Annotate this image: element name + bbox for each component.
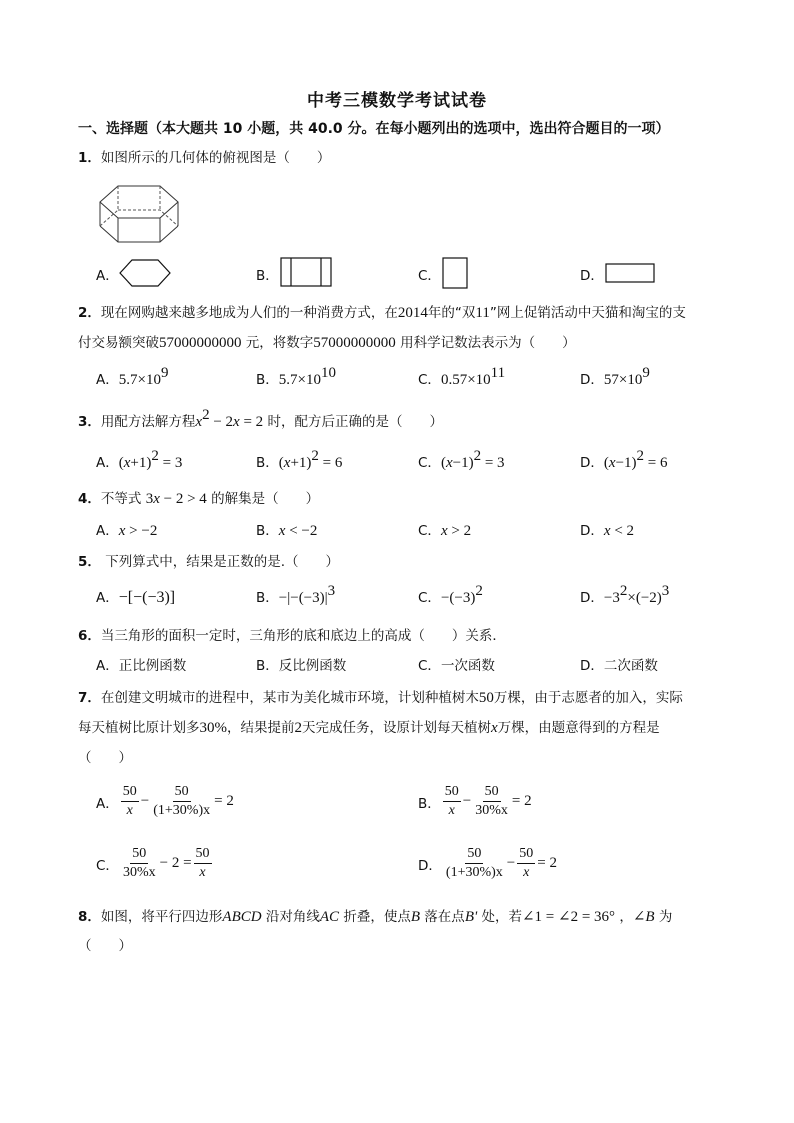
question-number: 1． xyxy=(78,150,101,166)
option-expr: ( xyxy=(278,455,284,471)
event-number: 11 xyxy=(475,305,490,321)
exponent: 2 xyxy=(151,448,159,464)
option-label: B． xyxy=(256,658,279,674)
option-expr: −[−(−3)] xyxy=(118,589,176,606)
exponent: 9 xyxy=(642,365,650,381)
option-expr: = 2 xyxy=(511,793,532,809)
denominator: x xyxy=(199,865,206,880)
option-text: 一次函数 xyxy=(440,658,495,674)
option-d[interactable] xyxy=(580,654,658,674)
option-expr: 0.57×10 xyxy=(440,372,491,388)
question-2-line-2 xyxy=(78,331,576,352)
math-number: 2 xyxy=(294,720,302,736)
option-label: D． xyxy=(580,590,604,606)
option-b[interactable]: B．x < −2 xyxy=(256,523,318,539)
question-text: ， xyxy=(615,909,633,925)
option-label: B． xyxy=(256,455,279,471)
answer-blank: （ ） xyxy=(78,750,132,766)
option-label: C． xyxy=(418,590,441,606)
option-expr: = 3 xyxy=(481,455,505,471)
amount-value: 57000000000 xyxy=(159,335,242,351)
option-label: B． xyxy=(256,523,279,539)
hexagon-shape-icon xyxy=(118,258,174,288)
question-number: 5． xyxy=(78,554,101,570)
question-1 xyxy=(78,146,330,166)
option-expr: −1) xyxy=(615,455,637,471)
option-c[interactable] xyxy=(418,365,506,389)
option-expr: < 2 xyxy=(610,523,635,539)
option-d[interactable] xyxy=(580,264,604,284)
answer-blank: （ ） xyxy=(78,938,132,954)
option-label: A． xyxy=(96,455,119,471)
question-5 xyxy=(78,550,339,570)
option-expr: = 6 xyxy=(644,455,668,471)
denominator: x xyxy=(448,803,455,818)
option-expr: −|−(−3)| xyxy=(278,590,328,606)
math-symbol: ∠B xyxy=(632,909,655,925)
page-title: 中考三模数学考试试卷 xyxy=(307,91,487,111)
option-label: A． xyxy=(96,795,119,812)
fraction xyxy=(151,784,212,819)
option-b[interactable] xyxy=(256,654,346,674)
option-label: C． xyxy=(418,455,441,471)
option-label: D． xyxy=(580,268,604,284)
option-expr: > −2 xyxy=(125,523,158,539)
option-expr: −(−3) xyxy=(440,590,476,606)
fraction xyxy=(443,784,461,819)
option-label: B． xyxy=(256,372,279,388)
question-number: 2． xyxy=(78,305,101,321)
amount-value: 57000000000 xyxy=(313,335,396,351)
fraction xyxy=(121,784,139,819)
option-expr: ( xyxy=(603,455,609,471)
question-text: 时，配方后正确的是（ ） xyxy=(263,414,443,430)
question-number: 6． xyxy=(78,628,101,644)
denominator: (1+30%)x xyxy=(445,865,503,880)
exponent: 10 xyxy=(320,365,336,381)
exponent: 3 xyxy=(327,583,336,599)
question-text: 天完成任务，设原计划每天植树 xyxy=(302,720,491,736)
option-text: 二次函数 xyxy=(603,658,658,674)
option-label: D． xyxy=(580,658,604,674)
fraction xyxy=(517,846,535,881)
option-expr: = 6 xyxy=(318,455,343,471)
option-expr: +1) xyxy=(130,455,152,471)
variable: x xyxy=(123,455,131,471)
option-expr: −3 xyxy=(603,590,620,606)
math-symbol: B xyxy=(410,909,421,925)
denominator: x xyxy=(126,803,133,818)
exponent: 2 xyxy=(473,448,482,464)
tall-rectangle-shape-icon xyxy=(440,256,470,290)
question-8 xyxy=(78,905,672,926)
question-6 xyxy=(78,624,506,644)
question-text: 付交易额突破 xyxy=(78,335,159,351)
option-label: D． xyxy=(580,455,604,471)
option-a[interactable] xyxy=(96,586,175,607)
option-label: A． xyxy=(96,372,119,388)
option-label: C． xyxy=(418,372,441,388)
variable: x xyxy=(283,455,291,471)
exponent: 3 xyxy=(661,583,670,599)
question-text: 如图，将平行四边形 xyxy=(100,909,223,925)
option-expr: − 2 = xyxy=(159,855,192,871)
question-text: 每天植树比原计划多 xyxy=(78,720,200,736)
option-label: D． xyxy=(580,372,604,388)
question-number: 7． xyxy=(78,690,101,706)
option-label: D． xyxy=(418,857,442,874)
option-expr: −1) xyxy=(452,455,474,471)
option-d[interactable] xyxy=(580,448,668,472)
denominator: 30%x xyxy=(122,865,156,880)
question-text: 折叠，使点 xyxy=(339,909,411,925)
numerator: 50 xyxy=(483,784,501,802)
option-b[interactable]: B． $\frac{50}{x}$ − $\frac{50}{30\%x}$ = 2 xyxy=(418,784,532,818)
question-text: 现在网购越来越多地成为人们的一种消费方式，在 xyxy=(100,305,398,321)
option-expr: 5.7×10 xyxy=(278,372,321,388)
option-c[interactable] xyxy=(96,846,214,881)
numerator: 50 xyxy=(517,846,535,864)
option-d[interactable] xyxy=(580,365,650,389)
numerator: 50 xyxy=(443,784,461,802)
option-label: A． xyxy=(96,658,119,674)
numerator: 50 xyxy=(130,846,148,864)
question-text: 处，若 xyxy=(477,909,522,925)
question-text: 在创建文明城市的进程中，某市为美化城市环境，计划种植树木 xyxy=(100,690,479,706)
math-expr: − 2 > 4 xyxy=(159,491,207,507)
option-label: C． xyxy=(96,857,119,874)
math-expr: ∠1 = ∠2 = 36° xyxy=(521,909,616,925)
option-a[interactable]: A．x > −2 xyxy=(96,523,158,539)
rectangle-split-shape-icon xyxy=(278,256,336,288)
numerator: 50 xyxy=(121,784,139,802)
option-expr: = 3 xyxy=(158,455,183,471)
question-text: 沿对角线 xyxy=(261,909,320,925)
option-text: 反比例函数 xyxy=(278,658,347,674)
question-number: 8． xyxy=(78,909,101,925)
math-expr: 3 xyxy=(145,491,154,507)
option-c[interactable] xyxy=(418,264,441,284)
math-symbol: ABCD xyxy=(222,909,262,925)
math-number: 50 xyxy=(478,690,494,706)
option-a[interactable]: A． $\frac{50}{x}$ − $\frac{50}{(1+30\%)x}$ = 2 xyxy=(96,784,234,818)
question-text: 万棵，由于志愿者的加入，实际 xyxy=(493,690,683,706)
option-text: 正比例函数 xyxy=(118,658,187,674)
question-7-line-2 xyxy=(78,716,660,737)
question-text: ，结果提前 xyxy=(227,720,295,736)
option-label: A． xyxy=(96,268,119,284)
math-symbol: B' xyxy=(464,909,478,925)
option-b[interactable] xyxy=(256,448,343,472)
option-c[interactable]: C．x > 2 xyxy=(418,523,472,539)
option-expr: ×(−2) xyxy=(627,590,662,606)
option-expr: 57×10 xyxy=(603,372,643,388)
question-number: 4． xyxy=(78,491,101,507)
fraction xyxy=(444,846,505,881)
question-text: 元，将数字 xyxy=(241,335,314,351)
option-a[interactable] xyxy=(96,264,119,284)
question-text: 万棵，由题意得到的方程是 xyxy=(497,720,660,736)
option-c[interactable] xyxy=(418,448,505,472)
hexagonal-prism-figure xyxy=(94,180,194,244)
numerator: 50 xyxy=(465,846,483,864)
option-label: A． xyxy=(96,590,119,606)
option-c[interactable] xyxy=(418,654,495,674)
denominator: (1+30%)x xyxy=(153,803,211,818)
variable: x xyxy=(445,455,453,471)
question-text: 落在点 xyxy=(420,909,465,925)
fraction xyxy=(121,846,158,881)
question-number: 3． xyxy=(78,414,101,430)
math-number: 30% xyxy=(199,720,227,736)
wide-rectangle-shape-icon xyxy=(604,262,658,284)
question-text: 年的“双 xyxy=(427,305,476,321)
question-text: 下列算式中，结果是正数的是.（ ） xyxy=(100,554,339,570)
question-text: 的解集是（ ） xyxy=(206,491,320,507)
option-expr: 5.7×10 xyxy=(118,372,161,388)
exponent: 11 xyxy=(490,365,506,381)
option-expr: = 2 xyxy=(214,793,234,809)
option-c[interactable] xyxy=(418,583,483,607)
question-8-line-2 xyxy=(78,934,132,954)
option-d[interactable]: D． $\frac{50}{(1+30\%)x}$ − $\frac{50}{x}$ = 2 xyxy=(418,846,557,880)
option-expr: > 2 xyxy=(447,523,472,539)
numerator: 50 xyxy=(194,846,212,864)
section-heading: 一、选择题（本大题共 10 小题，共 40.0 分。在每小题列出的选项中，选出符合题目的一项） xyxy=(78,121,670,137)
exponent: 2 xyxy=(311,448,319,464)
denominator: 30%x xyxy=(475,803,508,818)
option-b[interactable] xyxy=(256,583,336,607)
option-expr: +1) xyxy=(290,455,312,471)
question-text: 为 xyxy=(654,909,673,925)
question-text: 用科学记数法表示为（ ） xyxy=(395,335,576,351)
question-4: 4．不等式 3x − 2 > 4 的解集是（ ） xyxy=(78,491,320,507)
exponent: 9 xyxy=(160,365,169,381)
fraction xyxy=(194,846,212,881)
option-label: C． xyxy=(418,658,441,674)
numerator: 50 xyxy=(173,784,191,802)
option-a[interactable] xyxy=(96,448,183,472)
exponent: 2 xyxy=(619,583,628,599)
option-label: C． xyxy=(418,523,441,539)
question-3: 3．用配方法解方程$x^2 - 2x = 2$ 时，配方后正确的是（ ） xyxy=(78,407,443,430)
option-expr: = 2 xyxy=(537,855,557,871)
option-label: B． xyxy=(256,268,279,284)
option-label: A． xyxy=(96,523,119,539)
question-text: 用配方法解方程 xyxy=(100,414,196,430)
exponent: 2 xyxy=(636,448,645,464)
option-d[interactable]: D．x < 2 xyxy=(580,523,635,539)
option-label: B． xyxy=(418,795,441,812)
option-b[interactable] xyxy=(256,365,336,389)
option-expr: ( xyxy=(118,455,124,471)
math-symbol: AC xyxy=(319,909,340,925)
fraction xyxy=(473,784,510,819)
option-label: D． xyxy=(580,523,604,539)
option-expr: ( xyxy=(440,455,446,471)
question-2 xyxy=(78,301,686,322)
exponent: 2 xyxy=(475,583,483,599)
option-label: C． xyxy=(418,268,441,284)
question-text: 如图所示的几何体的俯视图是（ ） xyxy=(100,150,331,166)
question-text: 不等式 xyxy=(100,491,146,507)
option-b[interactable] xyxy=(256,264,279,284)
question-7 xyxy=(78,686,683,707)
option-a[interactable] xyxy=(96,654,186,674)
denominator: x xyxy=(523,865,530,880)
year-value: 2014 xyxy=(397,305,428,321)
variable: x xyxy=(608,455,616,471)
question-text: 当三角形的面积一定时，三角形的底和底边上的高成（ ）关系． xyxy=(100,628,506,644)
question-7-line-3 xyxy=(78,746,132,766)
option-a[interactable] xyxy=(96,365,169,389)
variable: x xyxy=(491,720,498,736)
question-text: ”网上促销活动中天猫和淘宝的支 xyxy=(489,305,686,321)
option-label: B． xyxy=(256,590,279,606)
option-d[interactable] xyxy=(580,583,670,607)
option-expr: < −2 xyxy=(285,523,318,539)
